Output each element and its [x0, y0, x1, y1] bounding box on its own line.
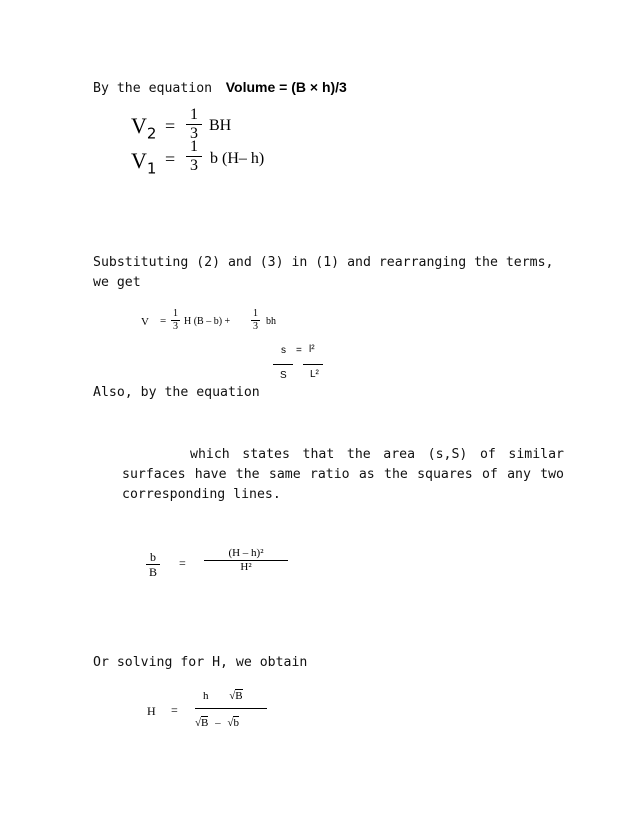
ratio-top-rhs: l²	[309, 344, 315, 355]
ratio-bar-left	[273, 364, 293, 365]
ratio-bar-right	[303, 364, 323, 365]
intro-prefix: By the equation	[93, 81, 213, 96]
v1-fraction: 1 3	[186, 139, 202, 174]
substituting-line-1: Substituting (2) and (3) in (1) and rearranging the terms,	[93, 255, 554, 270]
h-equals: =	[171, 703, 178, 717]
v-term-2: bh	[266, 316, 276, 327]
v-fraction-2: 1 3	[253, 308, 258, 332]
v2-fraction: 1 3	[186, 107, 202, 142]
sqrt-icon: √	[229, 690, 236, 702]
v1-equals: =	[165, 149, 176, 169]
ratio-bottom-lhs: S	[280, 370, 287, 381]
also-line: Also, by the equation	[93, 385, 260, 400]
ratio-left-fraction: b B	[146, 551, 160, 578]
ratio-right-fraction: (H – h)² H²	[204, 548, 288, 573]
v-equals: =	[160, 315, 167, 327]
h-lhs: H	[147, 704, 156, 718]
h-denominator: √B – √b	[195, 717, 239, 729]
substituting-line-2: we get	[93, 275, 141, 290]
v-fraction-1: 1 3	[173, 308, 178, 332]
ratio-bottom-rhs: L²	[310, 369, 319, 380]
v2-lhs: $V_2$	[131, 113, 157, 143]
h-fraction-bar	[195, 708, 267, 709]
ratio-top-lhs: s	[281, 345, 286, 356]
volume-formula: Volume = (B × h)/3	[225, 79, 347, 95]
v-term-1: H (B – b) +	[184, 316, 231, 327]
v-lhs: V	[141, 316, 149, 328]
h-numerator: h √B	[203, 690, 243, 702]
v1-rhs: b (H– h)	[210, 150, 265, 167]
sqrt-icon: √	[227, 717, 234, 729]
ratio-equals: =	[179, 556, 186, 570]
intro-line	[93, 77, 347, 96]
sqrt-icon: √	[195, 717, 202, 729]
v2-rhs: BH	[209, 117, 232, 134]
v2-equals: =	[165, 116, 176, 136]
ratio-top-equals: =	[296, 345, 302, 356]
v1-lhs: $V_1$	[131, 148, 157, 178]
solving-line: Or solving for H, we obtain	[93, 655, 308, 670]
statement-paragraph: which states that the area (s,S) of similar surfaces have the same ratio as the squares of any two corresponding lines.	[122, 447, 564, 502]
